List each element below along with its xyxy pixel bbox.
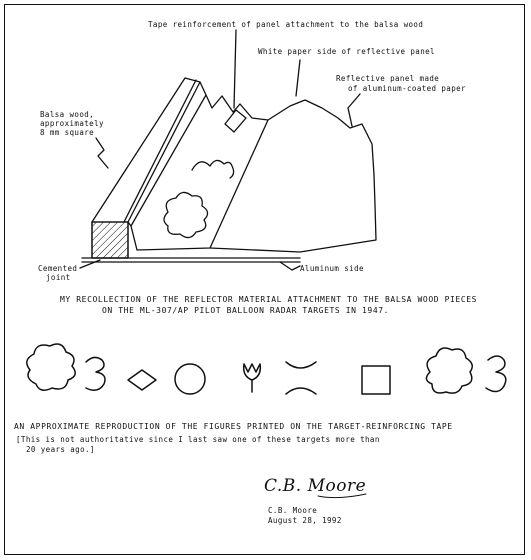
square-figure [362,366,390,394]
panel-figure-cloud [164,192,208,237]
crescent-figure [286,362,316,394]
balsa-label-line2: approximately [40,119,104,128]
balsa-leader [96,138,108,168]
diagram-caption-line2: ON THE ML-307/AP PILOT BALLOON RADAR TARGETS IN 1947. [102,306,390,315]
aluminum-leader [280,262,300,270]
aluminum-label: Aluminum side [300,264,364,273]
signature-name: C.B. Moore [268,506,318,515]
figures-caption: AN APPROXIMATE REPRODUCTION OF THE FIGURES PRINTED ON THE TARGET-REINFORCING TAPE [14,422,453,431]
panel-figure-wave [192,160,234,178]
curl-figure-2 [486,356,506,392]
reinforcing-tape [225,30,246,132]
balsa-wood-stick [92,78,206,258]
panel-label-line2: of aluminum-coated paper [348,84,466,93]
cloud-figure-2 [426,348,472,393]
panel-label-line1: Reflective panel made [336,74,440,83]
joint-label-line1: Cemented [38,264,78,273]
diagram-caption-line1: MY RECOLLECTION OF THE REFLECTOR MATERIAL ATTACHMENT TO THE BALSA WOOD PIECES [60,295,478,304]
cloud-figure-1 [27,344,75,390]
balsa-label-line1: Balsa wood, [40,110,95,119]
tulip-figure [244,364,261,392]
circle-figure [175,364,205,394]
joint-leader [80,260,100,268]
figures-note-line2: 20 years ago.] [26,445,95,454]
tape-label: Tape reinforcement of panel attachment to the balsa wood [148,20,424,29]
tape-figures-row [27,344,506,394]
handwritten-signature: C.B. Moore [264,476,367,496]
joint-label-line2: joint [46,273,71,282]
white-side-label: White paper side of reflective panel [258,47,435,56]
panel-leader [348,94,360,126]
diamond-figure [128,370,156,390]
signature-date: August 28, 1992 [268,516,342,525]
balsa-label-line3: 8 mm square [40,128,95,137]
white-side-leader [296,60,300,96]
figures-note-line1: [This is not authoritative since I last saw one of these targets more than [16,435,380,444]
curl-figure-1 [86,357,105,390]
